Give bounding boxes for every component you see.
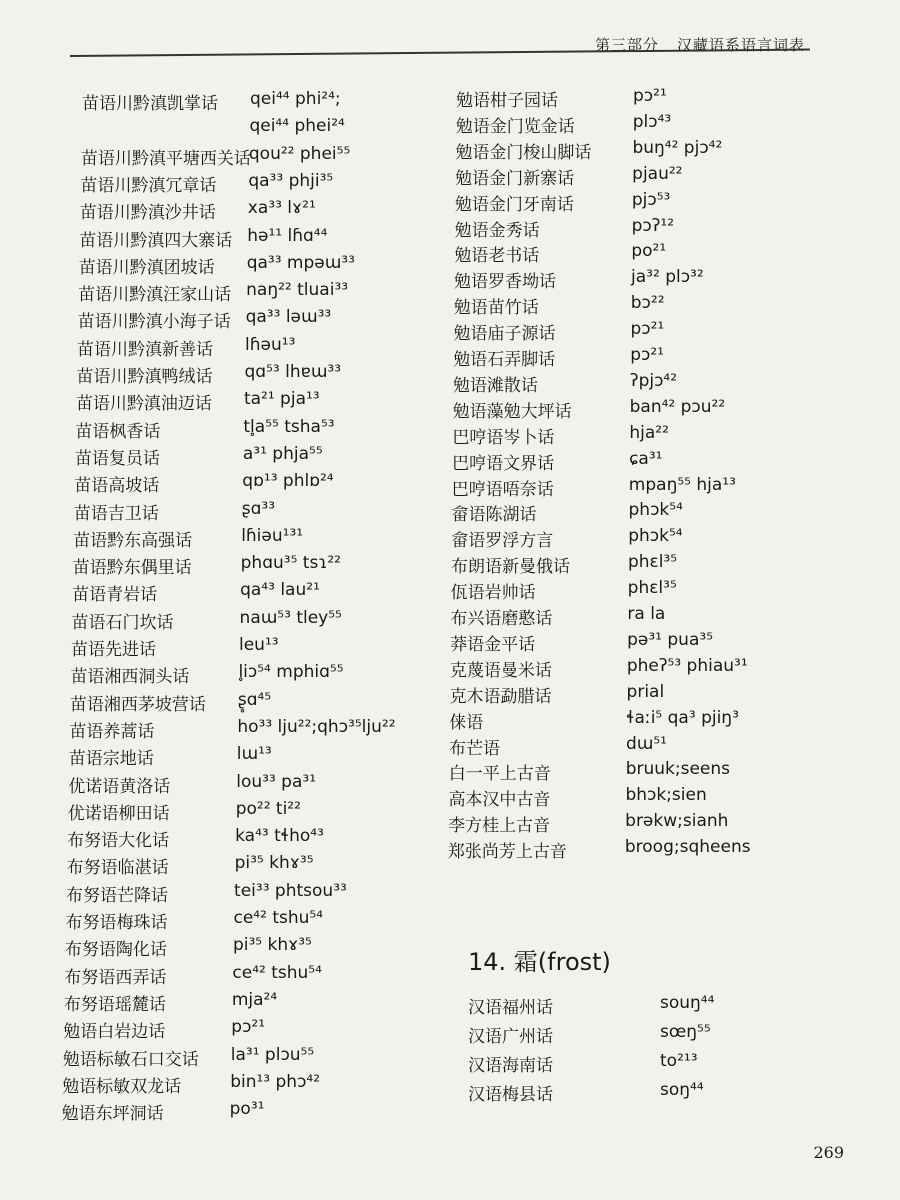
language-name: 巴哼语唔奈话 [451, 479, 554, 500]
phonetic-form: phɔk⁵⁴ [628, 526, 683, 547]
language-name: 勉语金门览金话 [455, 116, 575, 137]
phonetic-form: naɯ⁵³ tley⁵⁵ [239, 607, 342, 628]
language-name: 苗语川黔滇平塘西关话 [80, 148, 251, 169]
phonetic-form: broog;sqheens [624, 837, 751, 858]
phonetic-form: lɦəu¹³ [245, 334, 296, 355]
language-name: 佤语岩帅话 [450, 583, 536, 604]
phonetic-form: prial [626, 681, 665, 702]
phonetic-form: phɛl³⁵ [627, 552, 678, 573]
language-name: 苗语先进话 [71, 640, 156, 660]
phonetic-form: ho³³ lju²²;qhɔ³⁵lju²² [237, 716, 396, 737]
phonetic-form: a³¹ phja⁵⁵ [242, 443, 323, 464]
phonetic-form: tl̥a⁵⁵ tsha⁵³ [243, 416, 335, 437]
phonetic-form: phɑu³⁵ tsɿ²² [240, 553, 341, 574]
phonetic-form: ce⁴² tshu⁵⁴ [233, 908, 324, 928]
language-name: 莽语金平话 [450, 634, 536, 655]
phonetic-form: qɒ¹³ phlɒ²⁴ [242, 471, 334, 492]
language-name: 勉语滩散话 [452, 375, 538, 396]
phonetic-form: to²¹³ [660, 1051, 698, 1071]
language-name: 优诺语柳田话 [67, 803, 170, 824]
phonetic-form: qa³³ ləɯ³³ [245, 307, 332, 328]
phonetic-form: po²² ti²² [235, 798, 301, 819]
language-name: 苗语吉卫话 [73, 503, 159, 524]
language-name: 勉语苗竹话 [453, 298, 539, 319]
phonetic-form: qa⁴³ lau²¹ [240, 580, 320, 601]
header-section: 汉藏语系语言词表 [676, 36, 805, 54]
language-name: 勉语石弄脚话 [453, 350, 556, 370]
language-name: 苗语黔东高强话 [73, 530, 193, 551]
phonetic-form: hja²² [629, 422, 669, 443]
phonetic-form: po²¹ [631, 241, 667, 262]
phonetic-form: qɑ⁵³ lhɐɯ³³ [244, 362, 342, 382]
language-name: 布兴语磨憨话 [450, 609, 553, 629]
language-name: 苗语养蒿话 [69, 721, 155, 742]
phonetic-form: bin¹³ phɔ⁴² [230, 1071, 321, 1092]
phonetic-form: buŋ⁴² pjɔ⁴² [632, 137, 723, 158]
phonetic-form: ra la [627, 604, 666, 624]
language-name: 畲语罗浮方言 [451, 531, 554, 552]
language-name: 勉语金秀话 [454, 220, 540, 241]
language-name: 巴哼语岑卜话 [452, 427, 555, 448]
language-name: 苗语石门坎话 [71, 612, 174, 633]
phonetic-form: la³¹ plɔu⁵⁵ [230, 1044, 315, 1065]
phonetic-form: pjau²² [632, 163, 683, 184]
language-name: 布努语陶化话 [64, 940, 167, 961]
language-name: 布努语临湛话 [66, 858, 169, 879]
language-name: 克木语勐腊话 [449, 686, 552, 707]
language-name: 苗语川黔滇油迈话 [75, 394, 212, 415]
language-name: 郑张尚芳上古音 [447, 842, 567, 863]
language-name: 布努语瑶麓话 [63, 994, 166, 1015]
phonetic-form: ʔpjɔ⁴² [629, 370, 678, 391]
phonetic-form: qa³³ mpəɯ³³ [246, 252, 355, 273]
phonetic-form: lɦiəu¹³¹ [241, 525, 304, 546]
language-name: 李方桂上古音 [448, 816, 551, 837]
language-name: 高本汉中古音 [448, 790, 551, 811]
phonetic-form: phɔk⁵⁴ [628, 500, 683, 521]
phonetic-form: qou²² phei⁵⁵ [248, 143, 351, 164]
phonetic-form: tei³³ phtsou³³ [234, 880, 347, 901]
language-name: 苗语川黔滇四大寨话 [79, 230, 233, 251]
language-name: 勉语庙子源话 [453, 324, 556, 345]
language-name: 克蔑语曼米话 [449, 660, 552, 681]
language-name: 俫语 [449, 712, 484, 733]
language-name: 苗语川黔滇冗章话 [80, 175, 217, 196]
phonetic-form: lou³³ pa³¹ [236, 771, 317, 792]
language-name: 布努语梅珠话 [65, 913, 168, 933]
phonetic-form: souŋ⁴⁴ [660, 993, 715, 1013]
language-name: 苗语川黔滇新善话 [77, 339, 214, 360]
language-name: 苗语川黔滇鸭绒话 [76, 367, 213, 387]
phonetic-form: pheʔ⁵³ phiau³¹ [626, 655, 748, 676]
language-name: 苗语宗地话 [68, 749, 154, 770]
phonetic-form: ja³² plɔ³² [631, 267, 704, 288]
language-name: 勉语罗香坳话 [454, 272, 557, 293]
language-name: 苗语复员话 [74, 448, 160, 469]
phonetic-form: naŋ²² tluai³³ [246, 280, 349, 301]
phonetic-form: bɔ²² [630, 293, 665, 314]
phonetic-form: ka⁴³ tɬho⁴³ [235, 826, 324, 847]
phonetic-form: pɔ²¹ [630, 345, 664, 365]
language-name: 畲语陈湖话 [451, 505, 537, 526]
phonetic-form: plɔ⁴³ [632, 111, 672, 132]
language-name: 苗语湘西茅坡营话 [69, 694, 206, 715]
phonetic-form: phɛl³⁵ [627, 578, 677, 599]
phonetic-form: ʂɑ³³ [241, 498, 276, 519]
language-name: 勉语藻勉大坪话 [452, 401, 572, 422]
phonetic-form: ce⁴² tshu⁵⁴ [232, 962, 322, 983]
language-name: 布努语大化话 [67, 831, 170, 852]
language-name: 汉语海南话 [468, 1056, 553, 1076]
language-name: 布芒语 [449, 738, 500, 759]
phonetic-form: pɔ²¹ [231, 1017, 266, 1038]
language-name: 勉语标敏双龙话 [62, 1076, 182, 1097]
phonetic-form: lɯ¹³ [236, 744, 272, 765]
phonetic-form: sœŋ⁵⁵ [660, 1022, 711, 1042]
phonetic-form: ɕa³¹ [629, 448, 663, 469]
phonetic-form: soŋ⁴⁴ [660, 1080, 704, 1100]
language-name: 苗语黔东偶里话 [72, 558, 192, 579]
language-name: 布朗语新曼俄话 [450, 557, 570, 578]
phonetic-form: qei⁴⁴ phei²⁴ [249, 116, 345, 137]
language-name: 苗语青岩话 [72, 585, 158, 606]
phonetic-form: pi³⁵ khɤ³⁵ [234, 853, 314, 874]
language-name: 白一平上古音 [448, 764, 551, 785]
language-name: 苗语川黔滇汪家山话 [78, 285, 232, 306]
language-name: 苗语高坡话 [74, 476, 160, 497]
language-name: 勉语东坪洞话 [61, 1104, 164, 1125]
language-name: 布努语芒降话 [66, 885, 169, 906]
phonetic-form: bhɔk;sien [625, 785, 707, 806]
phonetic-form: brəkw;sianh [625, 811, 729, 832]
header-part: 第三部分 [594, 36, 659, 54]
language-name: 汉语广州话 [468, 1027, 553, 1047]
language-name: 优诺语黄洛话 [68, 776, 171, 797]
phonetic-form: bruuk;seens [625, 759, 731, 780]
language-name: 苗语湘西洞头话 [70, 667, 190, 688]
page-number: 269 [813, 1143, 844, 1162]
language-name: 苗语川黔滇小海子话 [77, 312, 231, 333]
language-name: 布努语西弄话 [64, 967, 167, 988]
section-14-title: 14. 霜(frost) [468, 948, 611, 976]
language-name: 勉语柑子园话 [456, 91, 558, 111]
phonetic-form: pɔʔ¹² [631, 215, 675, 236]
phonetic-form: leu¹³ [239, 635, 279, 655]
phonetic-form: ʂ̥ɑ⁴⁵ [237, 689, 272, 710]
phonetic-form: pɔ²¹ [633, 86, 667, 106]
phonetic-form: ban⁴² pɔu²² [629, 396, 726, 417]
phonetic-form: pɔ²¹ [630, 319, 665, 340]
phonetic-form: pi³⁵ khɤ³⁵ [232, 935, 312, 956]
phonetic-form: mpaŋ⁵⁵ hja¹³ [628, 474, 736, 495]
phonetic-form: hə¹¹ lɦɑ⁴⁴ [247, 225, 328, 246]
language-name: 巴哼语文界话 [452, 453, 555, 474]
phonetic-form: pjɔ⁵³ [631, 189, 671, 210]
language-name: 勉语金门牙南话 [454, 194, 574, 215]
language-name: 勉语金门新寨话 [455, 168, 575, 189]
language-name: 勉语金门梭山脚话 [455, 142, 592, 163]
language-name: 勉语标敏石口交话 [62, 1049, 199, 1070]
language-name: 苗语川黔滇团坡话 [78, 257, 215, 278]
language-name: 汉语福州话 [468, 998, 553, 1018]
phonetic-form: mja²⁴ [231, 989, 278, 1010]
language-name: 苗语川黔滇凯掌话 [82, 94, 218, 114]
language-name: 苗语枫香话 [75, 421, 161, 442]
phonetic-form: qei⁴⁴ phi²⁴; [250, 89, 341, 109]
language-name: 勉语白岩边话 [63, 1022, 166, 1043]
language-name: 苗语川黔滇沙井话 [79, 203, 216, 224]
language-name: 汉语梅县话 [468, 1085, 553, 1105]
phonetic-form: pə³¹ pua³⁵ [627, 629, 714, 650]
phonetic-form: qa³³ phji³⁵ [248, 170, 334, 191]
phonetic-form: l̥iɔ⁵⁴ mphiɑ⁵⁵ [238, 662, 344, 683]
phonetic-form: xa³³ lɤ²¹ [247, 198, 316, 219]
language-name: 勉语老书话 [454, 246, 540, 267]
phonetic-form: dɯ⁵¹ [626, 733, 667, 754]
phonetic-form: ta²¹ pja¹³ [243, 389, 320, 410]
phonetic-form: ɬaːi⁵ qa³ pjiŋ³ [626, 707, 739, 728]
phonetic-form: po³¹ [229, 1099, 265, 1120]
